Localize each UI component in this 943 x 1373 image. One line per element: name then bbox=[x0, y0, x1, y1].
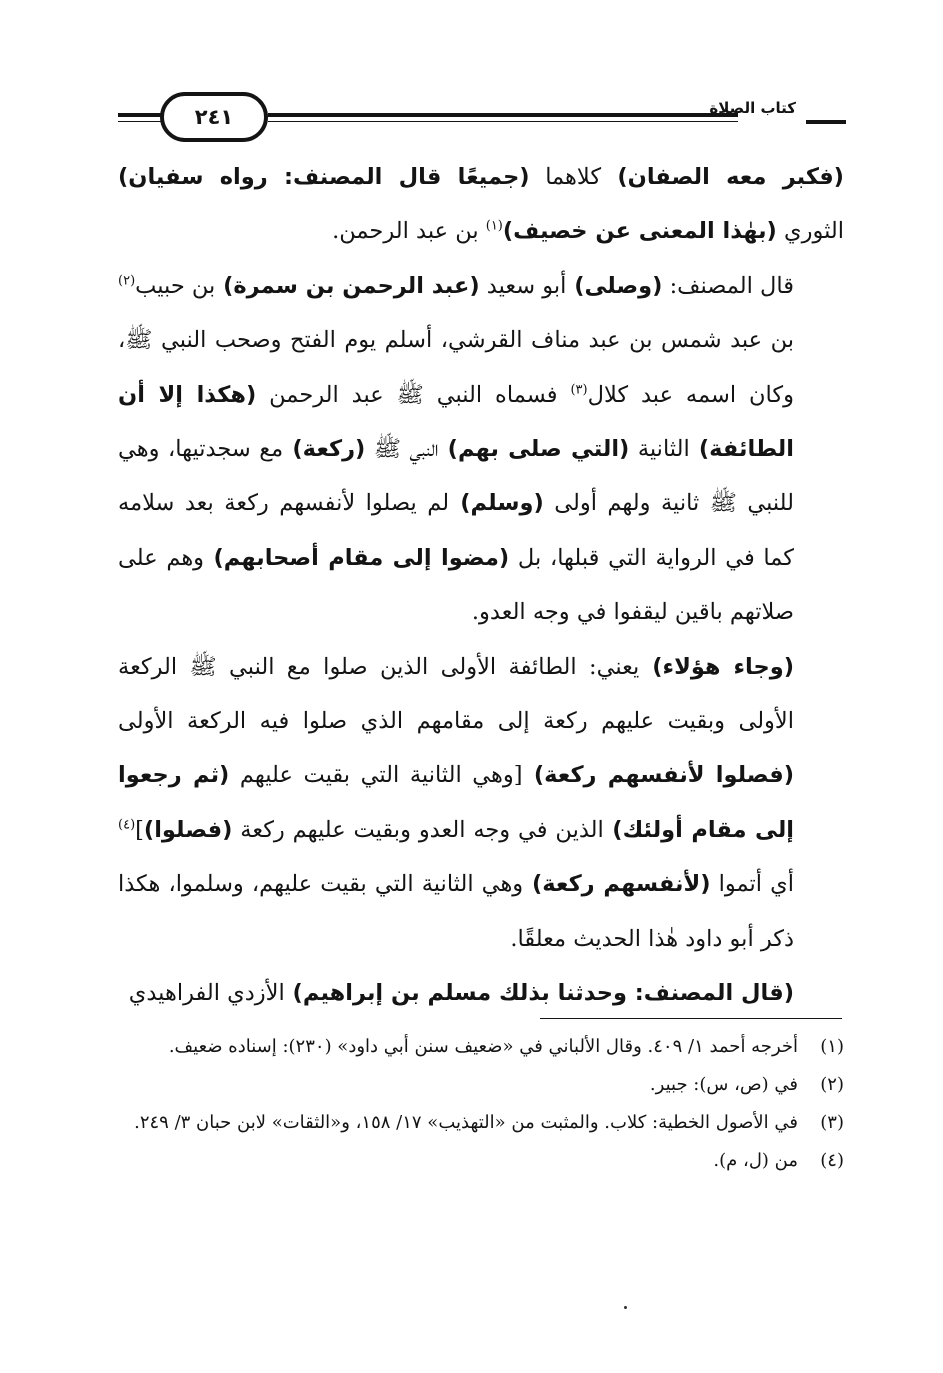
footnote bbox=[118, 1066, 844, 1104]
footnote-text: من (ل، م). bbox=[713, 1150, 798, 1171]
footnote bbox=[118, 1142, 844, 1180]
commentary-text: أبو سعيد bbox=[479, 272, 567, 299]
commentary-text: لم يصلوا لأنفسهم ركعة بعد سلامه كما في الرواية التي قبلها، بل bbox=[118, 490, 794, 571]
main-text bbox=[118, 150, 844, 1021]
paragraph bbox=[118, 640, 844, 966]
footnotes bbox=[118, 1028, 844, 1180]
footnote-text: في (ص، س): جبير. bbox=[649, 1074, 798, 1095]
commentary-text: ] bbox=[135, 816, 144, 843]
page-number: ٢٤١ bbox=[160, 92, 268, 142]
commentary-text: الذين في وجه العدو وبقيت عليهم ركعة bbox=[232, 816, 604, 843]
paragraph bbox=[118, 966, 844, 1020]
footnote-marker: (٣) bbox=[570, 382, 588, 398]
commentary-text: فسماه النبي ﷺ عبد الرحمن bbox=[256, 381, 571, 408]
matn-quote: (وسلم) bbox=[449, 490, 544, 517]
page-speck bbox=[624, 1306, 627, 1309]
matn-quote: (لأنفسهم ركعة) bbox=[523, 871, 711, 898]
matn-quote: (مضوا إلى مقام أصحابهم) bbox=[204, 544, 510, 571]
header-rule-title-thick bbox=[806, 120, 846, 124]
matn-quote: (ثم رجعوا إلى مقام أولئك) bbox=[118, 762, 794, 843]
footnote-marker: (٢) bbox=[118, 273, 136, 289]
commentary-text: يعني: الطائفة الأولى الذين صلوا مع النبي ﷺ الركعة الأولى وبقيت عليهم ركعة إلى مقامهم الذي صلوا فيه الركعة الأولى bbox=[118, 653, 794, 735]
footnote bbox=[118, 1104, 844, 1142]
matn-quote: (فصلوا لأنفسهم ركعة) bbox=[522, 762, 794, 789]
matn-quote: (عبد الرحمن بن سمرة) bbox=[215, 272, 480, 299]
page-header bbox=[118, 95, 846, 139]
matn-quote: (جميعًا قال المصنف: رواه سفيان) bbox=[118, 164, 530, 190]
matn-quote: (ركعة) bbox=[283, 436, 366, 463]
footnote-marker: (١) bbox=[485, 218, 503, 234]
footnote-number: (٣) bbox=[820, 1112, 844, 1133]
commentary-text: مع سجدتيها، وهي للنبي ﷺ ثانية ولهم أولى bbox=[118, 436, 794, 517]
footnote-marker: (٤) bbox=[118, 817, 136, 833]
matn-quote: (التي صلى بهم) bbox=[438, 436, 630, 463]
commentary-text: بن عبد الرحمن. bbox=[332, 218, 486, 245]
commentary-text: الثانية bbox=[629, 436, 690, 463]
commentary-text: قال المصنف: bbox=[662, 272, 794, 299]
commentary-text: وهي الثانية التي بقيت عليهم، وسلموا، هكذا ذكر أبو داود هٰذا الحديث معلقًا. bbox=[118, 871, 794, 952]
footnote-number: (٢) bbox=[820, 1074, 844, 1095]
commentary-text: الثوري bbox=[776, 218, 844, 245]
paragraph bbox=[118, 259, 844, 640]
commentary-text: النبي ﷺ bbox=[365, 436, 439, 463]
commentary-text: كلاهما bbox=[529, 164, 602, 190]
matn-quote: (فصلوا) bbox=[143, 816, 233, 843]
header-rule-right-thick bbox=[268, 113, 738, 117]
footnote bbox=[118, 1028, 844, 1066]
matn-quote: (وصلى) bbox=[566, 272, 663, 299]
header-rule-right-thin bbox=[268, 121, 738, 122]
commentary-text: بن عبد شمس بن عبد مناف القرشي، أسلم يوم الفتح وصحب النبي ﷺ، وكان اسمه عبد كلال bbox=[118, 327, 794, 408]
matn-quote: (هكذا إلا أن الطائفة) bbox=[118, 381, 794, 463]
commentary-text: أي أتموا bbox=[710, 871, 795, 898]
matn-quote: (وجاء هؤلاء) bbox=[639, 653, 794, 680]
footnote-text: في الأصول الخطية: كلاب. والمثبت من «التهذيب» ١٧/ ١٥٨، و«الثقات» لابن حبان ٣/ ٢٤٩. bbox=[134, 1112, 798, 1133]
matn-quote: (قال المصنف: وحدثنا بذلك مسلم بن إبراهيم) bbox=[284, 980, 794, 1007]
footnote-number: (٤) bbox=[820, 1150, 844, 1171]
matn-quote: (بهٰذا المعنى عن خصيف) bbox=[502, 218, 777, 245]
commentary-text: الأزدي الفراهيدي bbox=[128, 980, 285, 1007]
matn-quote: (فكبر معه الصفان) bbox=[601, 164, 844, 190]
commentary-text: [وهي الثانية التي بقيت عليهم bbox=[229, 762, 523, 789]
footnote-number: (١) bbox=[820, 1036, 844, 1057]
book-title: كتاب الصلاة bbox=[709, 99, 796, 117]
commentary-text: بن حبيب bbox=[135, 272, 216, 299]
footnote-separator bbox=[540, 1018, 842, 1019]
paragraph bbox=[118, 150, 844, 259]
commentary-text: وهم على صلاتهم باقين ليقفوا في وجه العدو. bbox=[118, 544, 794, 626]
footnote-text: أخرجه أحمد ١/ ٤٠٩. وقال الألباني في «ضعيف سنن أبي داود» (٢٣٠): إسناده ضعيف. bbox=[168, 1036, 798, 1057]
